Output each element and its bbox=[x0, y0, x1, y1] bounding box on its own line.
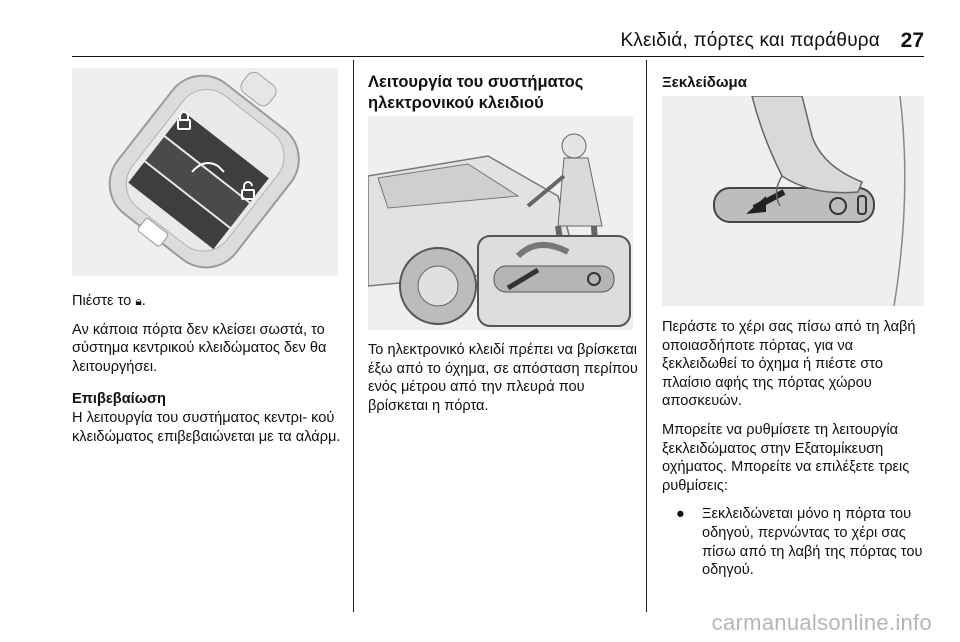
unlocking-heading: Ξεκλείδωμα bbox=[662, 74, 747, 91]
right-column-text bbox=[662, 318, 926, 580]
unlocking-paragraph: Περάστε το χέρι σας πίσω από τη λαβή οποιασδήποτε πόρτας, για να ξεκλειδωθεί το όχημα ή πιέστε στο πλαίσιο αφής της πόρτας χώρου αποσκευών. bbox=[662, 319, 916, 410]
car-door-figure bbox=[368, 116, 633, 330]
watermark: carmanualsonline.info bbox=[711, 610, 932, 635]
column-divider-1 bbox=[353, 60, 354, 612]
bullet-text: Ξεκλειδώνεται μόνο η πόρτα του οδηγού, περνώντας το χέρι σας πίσω από τη λαβή της πόρτας του οδηγού. bbox=[702, 506, 923, 579]
bullet-item bbox=[676, 505, 926, 579]
personalization-paragraph: Μπορείτε να ρυθμίσετε τη λειτουργία ξεκλειδώματος στην Εξατομίκευση οχήματος. Μπορείτε να επιλέξετε τρεις ρυθμίσεις: bbox=[662, 421, 910, 494]
door-warning-paragraph: Αν κάποια πόρτα δεν κλείσει σωστά, το σύστημα κεντρικού κλειδώματος δεν θα λειτουργήσει. bbox=[72, 321, 327, 375]
page-number: 27 bbox=[900, 29, 924, 52]
door-handle-figure bbox=[662, 96, 924, 306]
confirmation-section bbox=[72, 390, 344, 446]
lock-symbol-icon: 🔒︎ bbox=[135, 294, 142, 308]
bullet-icon: ● bbox=[676, 506, 685, 523]
electronic-key-paragraph: Το ηλεκτρονικό κλειδί πρέπει να βρίσκεται έξω από το όχημα, σε απόσταση περίπου ενός μέτρου από την πλευρά που βρίσκεται η πόρτα. bbox=[368, 342, 638, 414]
header-rule bbox=[72, 56, 924, 57]
confirmation-heading: Επιβεβαίωση bbox=[72, 391, 166, 408]
electronic-key-heading: Λειτουργία του συστήματος ηλεκτρονικού κλειδιού bbox=[368, 73, 584, 112]
left-column-text bbox=[72, 292, 344, 456]
confirmation-paragraph: Η λειτουργία του συστήματος κεντρι- κού κλειδώματος επιβεβαιώνεται με τα αλάρμ. bbox=[72, 409, 341, 445]
middle-column-text bbox=[368, 341, 638, 425]
column-divider-2 bbox=[646, 60, 647, 612]
press-instruction: Πιέστε το 🔒︎. bbox=[72, 293, 146, 309]
key-fob-figure bbox=[72, 68, 338, 276]
page-header-title: Κλειδιά, πόρτες και παράθυρα bbox=[620, 30, 880, 51]
